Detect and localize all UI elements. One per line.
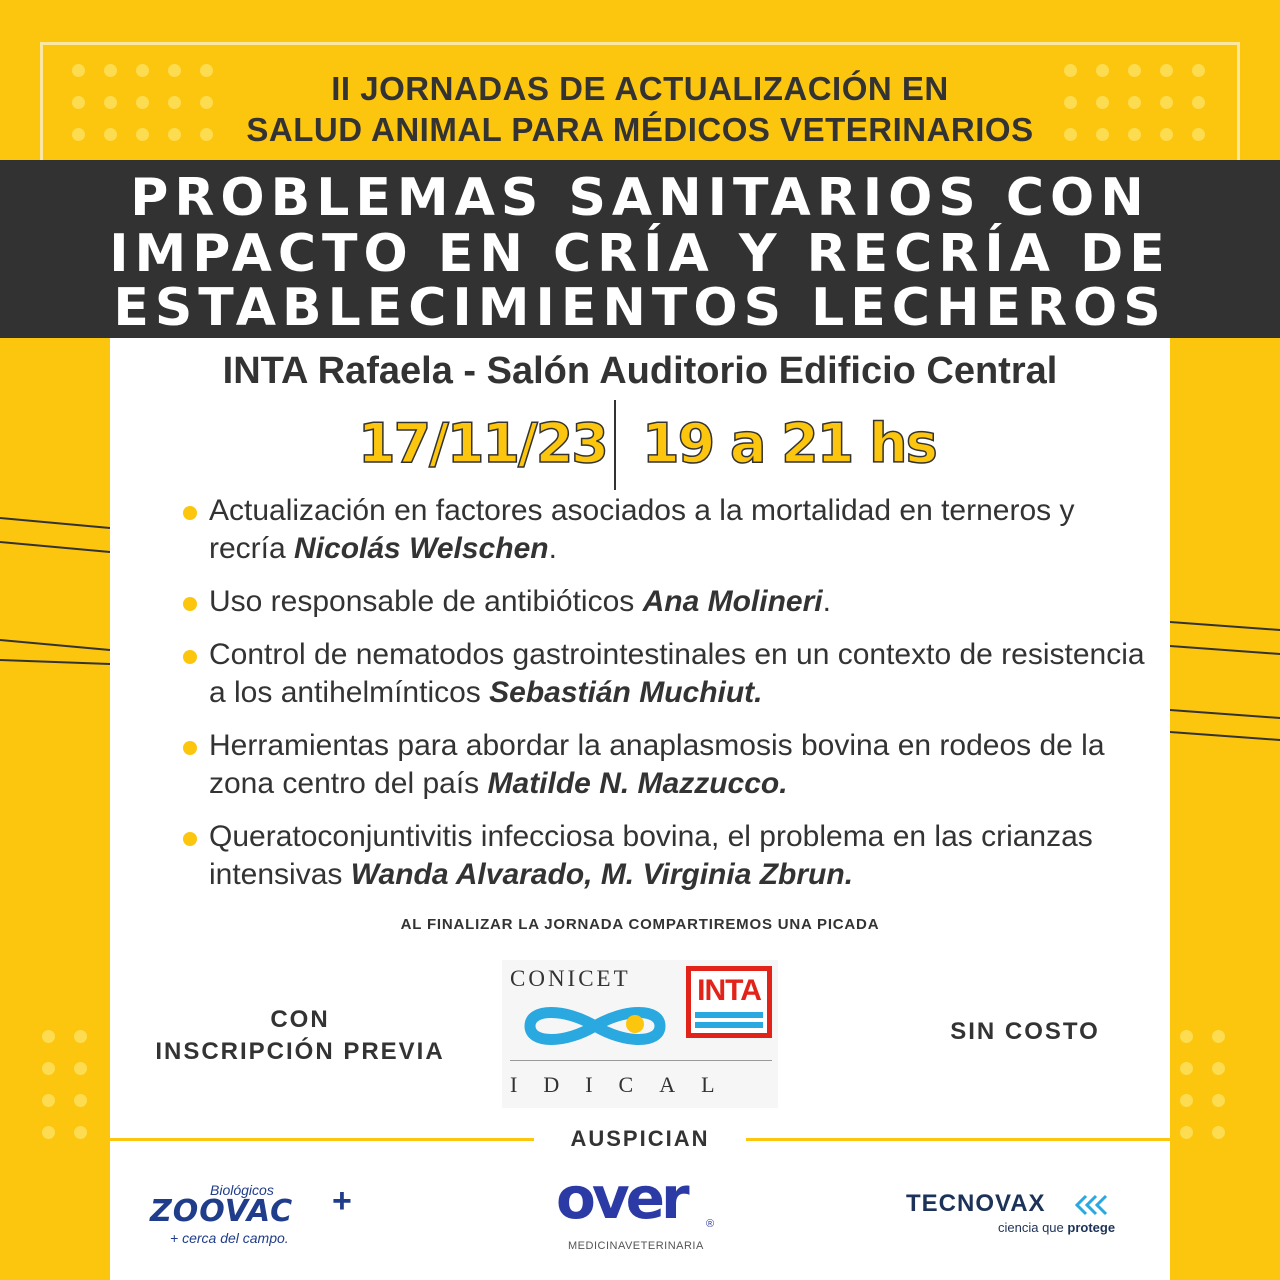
list-item: Actualización en factores asociados a la mortalidad en terneros y recría Nicolás Welschen. [180, 492, 1150, 568]
list-item: Control de nematodos gastrointestinales en un contexto de resistencia a los antihelmínticos Sebastián Muchiut. [180, 636, 1150, 712]
speaker: Ana Molineri [642, 585, 823, 618]
bullet-icon [183, 506, 197, 520]
conicet-logo-text: CONICET [510, 966, 631, 991]
registration-note: CON INSCRIPCIÓN PREVIA [155, 1006, 445, 1065]
bullet-icon [183, 741, 197, 755]
speaker: Wanda Alvarado, M. Virginia Zbrun. [350, 858, 854, 891]
organizer-logos [502, 960, 778, 1108]
header-line-2: SALUD ANIMAL PARA MÉDICOS VETERINARIOS [246, 111, 1034, 148]
stripes-left [0, 500, 110, 670]
bullet-icon [183, 650, 197, 664]
list-item: Queratoconjuntivitis infecciosa bovina, el problema en las crianzas intensivas Wanda Alvarado, M. Virginia Zbrun. [180, 818, 1150, 894]
chevrons-icon [1074, 1194, 1116, 1216]
list-item: Uso responsable de antibióticos Ana Molineri. [180, 583, 1150, 621]
speaker: Sebastián Muchiut. [489, 676, 763, 709]
venue: INTA Rafaela - Salón Auditorio Edificio Central [222, 350, 1058, 392]
title-line-3: ESTABLECIMIENTOS LECHEROS [113, 278, 1167, 338]
header-line-1: II JORNADAS DE ACTUALIZACIÓN EN [331, 70, 949, 107]
conicet-infinity-icon [510, 1000, 680, 1052]
bullet-icon [183, 832, 197, 846]
speaker: Nicolás Welschen [294, 532, 549, 565]
tecnovax-tagline: ciencia que protege [998, 1220, 1116, 1235]
title-line-2: IMPACTO EN CRÍA Y RECRÍA DE [109, 224, 1171, 284]
cost-note: SIN COSTO [950, 1018, 1100, 1045]
bullet-icon [183, 597, 197, 611]
tecnovax-logo: TECNOVAX ciencia que protege [906, 1190, 1116, 1235]
zoovac-logo: Biológicos ZOOVAC + + cerca del campo. [150, 1182, 352, 1246]
inta-logo: INTA [686, 966, 772, 1038]
plus-icon: + [332, 1182, 352, 1220]
event-time: 19 a 21 hs [642, 412, 936, 475]
speaker: Matilde N. Mazzucco. [487, 767, 788, 800]
closing-note: AL FINALIZAR LA JORNADA COMPARTIREMOS UNA PICADA [400, 916, 880, 933]
sponsors-title: AUSPICIAN [570, 1126, 710, 1151]
event-date: 17/11/23 [358, 412, 607, 475]
over-logo: over ® MEDICINAVETERINARIA [556, 1164, 715, 1252]
title-line-1: PROBLEMAS SANITARIOS CON [130, 168, 1150, 228]
registered-icon: ® [706, 1218, 715, 1230]
topic-list [180, 492, 1150, 909]
stripes-right [1170, 600, 1280, 750]
list-item: Herramientas para abordar la anaplasmosis bovina en rodeos de la zona centro del país Matilde N. Mazzucco. [180, 727, 1150, 803]
logo-divider [510, 1060, 772, 1061]
date-time-separator [614, 400, 616, 490]
idical-logo-text: IDICAL [510, 1072, 741, 1097]
